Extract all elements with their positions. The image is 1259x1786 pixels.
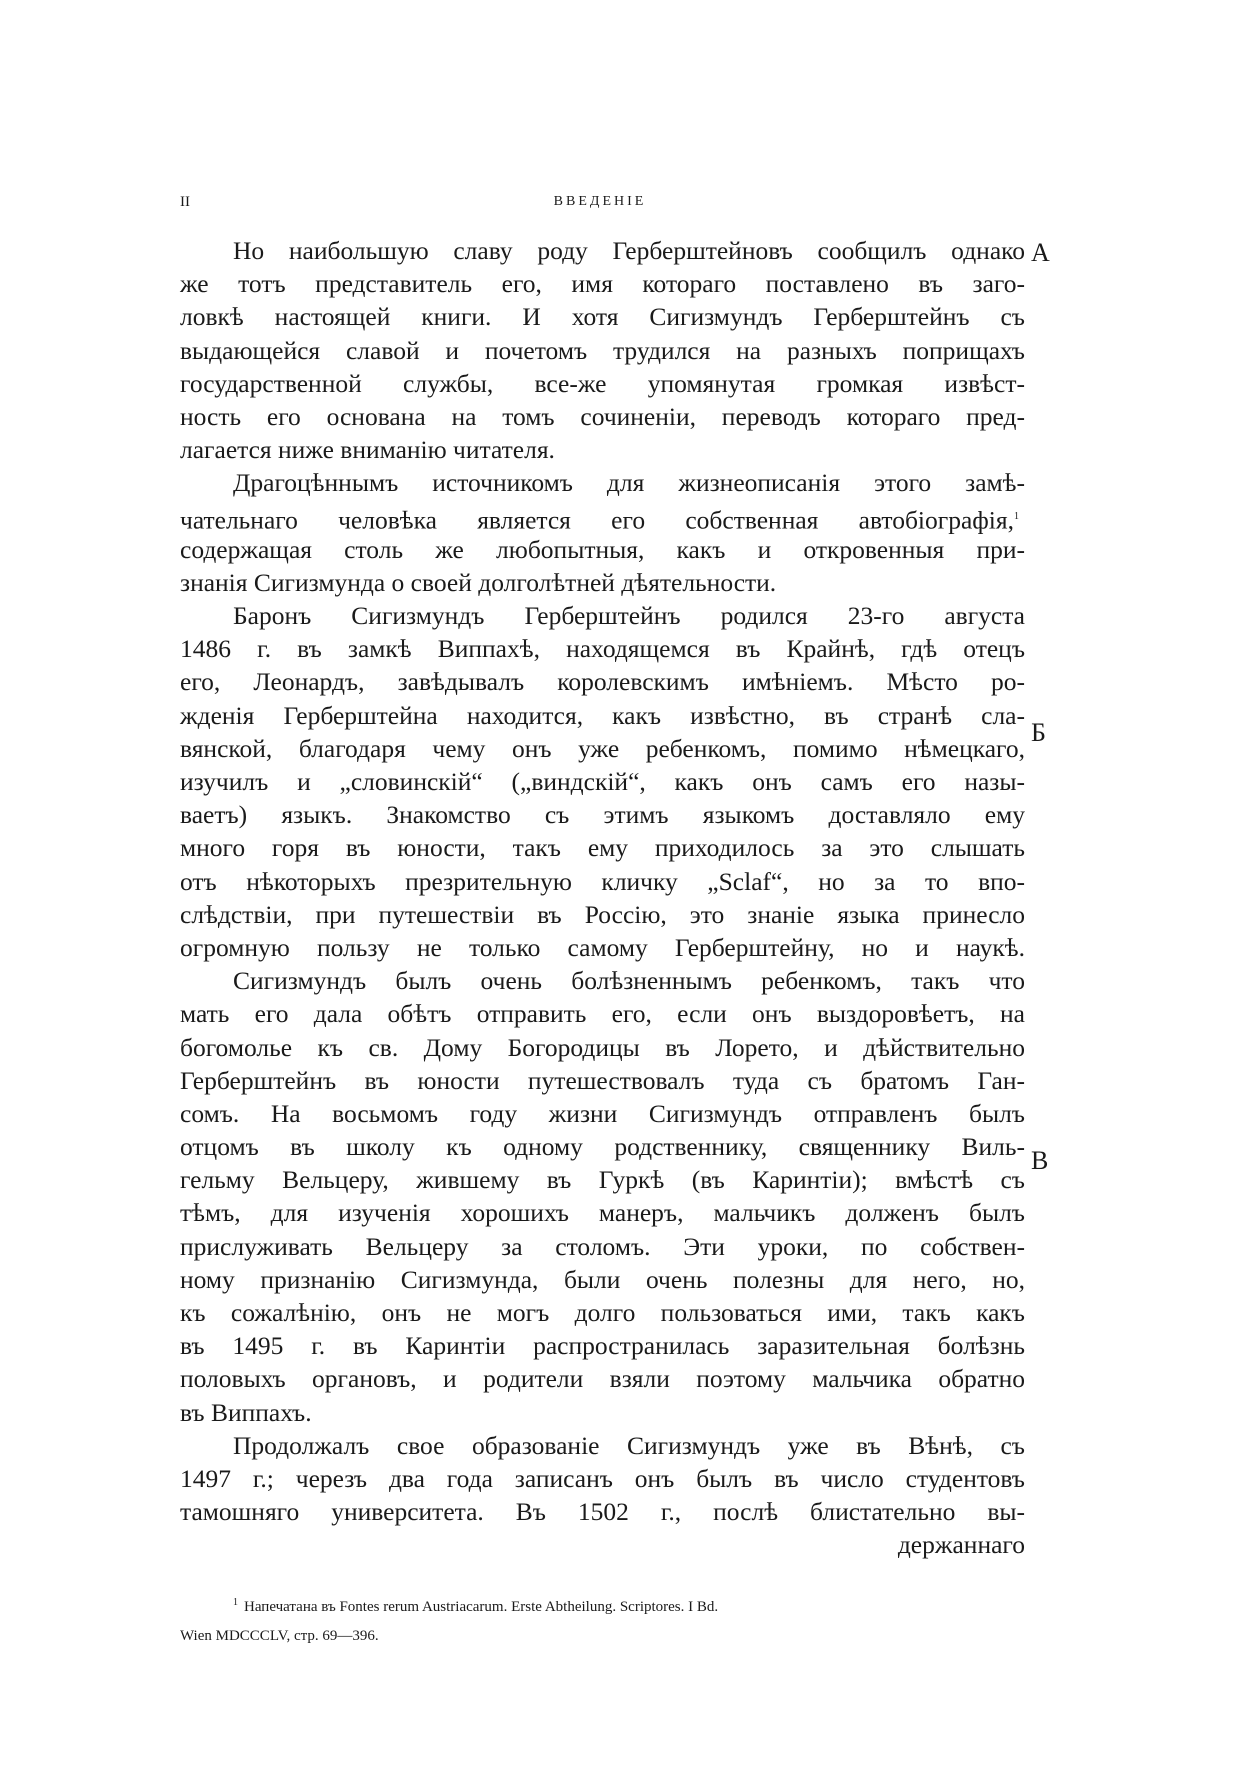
text-line: половыхъ органовъ, и родители взяли поэтому мальчика обратно	[180, 1364, 1025, 1394]
text-line: тѣмъ, для изученія хорошихъ манеръ, мальчикъ долженъ былъ	[180, 1198, 1025, 1228]
running-title: ВВЕДЕНІЕ	[553, 194, 647, 209]
text-line: отъ нѣкоторыхъ презрительную кличку „Sclaf“, но за то впо-	[180, 866, 1025, 896]
text-line: въ Виппахъ.	[180, 1397, 312, 1427]
text-line: ному признанію Сигизмунда, были очень полезны для него, но,	[180, 1264, 1025, 1294]
margin-mark-b: Б	[1031, 718, 1046, 747]
text-line: Баронъ Сигизмундъ Герберштейнъ родился 23-го августа	[233, 601, 1025, 631]
text-line: къ сожалѣнію, онъ не могъ долго пользоваться ими, такъ какъ	[180, 1298, 1025, 1327]
text-line: жденія Герберштейна находится, какъ извѣстно, въ странѣ сла-	[180, 700, 1025, 730]
text-line: же тотъ представитель его, имя котораго поставлено въ заго-	[180, 269, 1025, 299]
text-line: въ 1495 г. въ Каринтіи распространилась заразительная болѣзнь	[180, 1331, 1025, 1361]
text-line: содержащая столь же любопытныя, какъ и откровенныя при-	[180, 534, 1025, 564]
text-line: мать его дала обѣтъ отправить его, если онъ выздоровѣетъ, на	[180, 999, 1025, 1029]
footnote-line: Wien MDCCCLV, стр. 69—396.	[180, 1628, 379, 1644]
page-header	[180, 194, 1020, 218]
main-text	[180, 234, 1025, 1562]
text-line-content: чательнаго человѣка является его собственная автобіографія,	[180, 505, 1014, 534]
footnotes	[180, 1588, 1025, 1651]
text-line: тамошняго университета. Въ 1502 г., послѣ блистательно вы-	[180, 1497, 1025, 1527]
text-line: 1486 г. въ замкѣ Виппахѣ, находящемся въ Крайнѣ, гдѣ отецъ	[180, 634, 1025, 664]
text-line: ность его основана на томъ сочиненіи, переводъ котораго пред-	[180, 401, 1025, 431]
text-line: слѣдствіи, при путешествіи въ Россію, это знаніе языка принесло	[180, 899, 1025, 929]
margin-mark-a: А	[1031, 238, 1050, 267]
footnote-line	[180, 1588, 1025, 1622]
text-line: сомъ. На восьмомъ году жизни Сигизмундъ отправленъ былъ	[180, 1098, 1025, 1128]
footnote-reference: 1	[1014, 510, 1019, 522]
text-line: держаннаго	[897, 1530, 1025, 1560]
text-line: Продолжалъ свое образованіе Сигизмундъ уже въ Вѣнѣ, съ	[233, 1430, 1025, 1460]
text-line: знанія Сигизмунда о своей долголѣтней дѣятельности.	[180, 567, 777, 597]
text-line: лагается ниже вниманію читателя.	[180, 435, 555, 465]
text-line: отцомъ въ школу къ одному родственнику, священнику Виль-	[180, 1132, 1025, 1162]
text-line: огромную пользу не только самому Герберштейну, но и наукѣ.	[180, 932, 1025, 962]
text-line: ваетъ) языкъ. Знакомство съ этимъ языкомъ доставляло ему	[180, 800, 1025, 830]
page-number: II	[180, 194, 190, 210]
text-line: вянской, благодаря чему онъ уже ребенкомъ, помимо нѣмецкаго,	[180, 733, 1025, 763]
text-line	[180, 500, 1025, 533]
text-line: изучилъ и „словинскій“ („виндскій“, какъ онъ самъ его назы-	[180, 767, 1025, 796]
text-line: Герберштейнъ въ юности путешествовалъ туда съ братомъ Ган-	[180, 1065, 1025, 1095]
text-line: богомолье къ св. Дому Богородицы въ Лорето, и дѣйствительно	[180, 1032, 1025, 1062]
text-line: государственной службы, все-же упомянутая громкая извѣст-	[180, 368, 1025, 398]
text-line: много горя въ юности, такъ ему приходилось за это слышать	[180, 833, 1025, 863]
text-line: ловкѣ настоящей книги. И хотя Сигизмундъ Герберштейнъ съ	[180, 302, 1025, 332]
text-line: Сигизмундъ былъ очень болѣзненнымъ ребенкомъ, такъ что	[233, 966, 1025, 996]
text-line: выдающейся славой и почетомъ трудился на разныхъ поприщахъ	[180, 335, 1025, 365]
text-line: прислуживать Вельцеру за столомъ. Эти уроки, по собствен-	[180, 1231, 1025, 1261]
text-line: гельму Вельцеру, жившему въ Гуркѣ (въ Каринтіи); вмѣстѣ съ	[180, 1165, 1025, 1195]
text-line: его, Леонардъ, завѣдывалъ королевскимъ имѣніемъ. Мѣсто ро-	[180, 667, 1025, 697]
footnote-text: Напечатана въ Fontes rerum Austriacarum. Erste Abtheilung. Scriptores. I Bd.	[244, 1599, 719, 1615]
text-line: 1497 г.; черезъ два года записанъ онъ былъ въ число студентовъ	[180, 1463, 1025, 1493]
margin-mark-c: В	[1031, 1146, 1049, 1175]
text-line: Драгоцѣннымъ источникомъ для жизнеописанія этого замѣ-	[233, 468, 1025, 498]
footnote-marker: 1	[233, 1597, 238, 1608]
text-line: Но наибольшую славу роду Герберштейновъ сообщилъ однако	[233, 236, 1025, 265]
